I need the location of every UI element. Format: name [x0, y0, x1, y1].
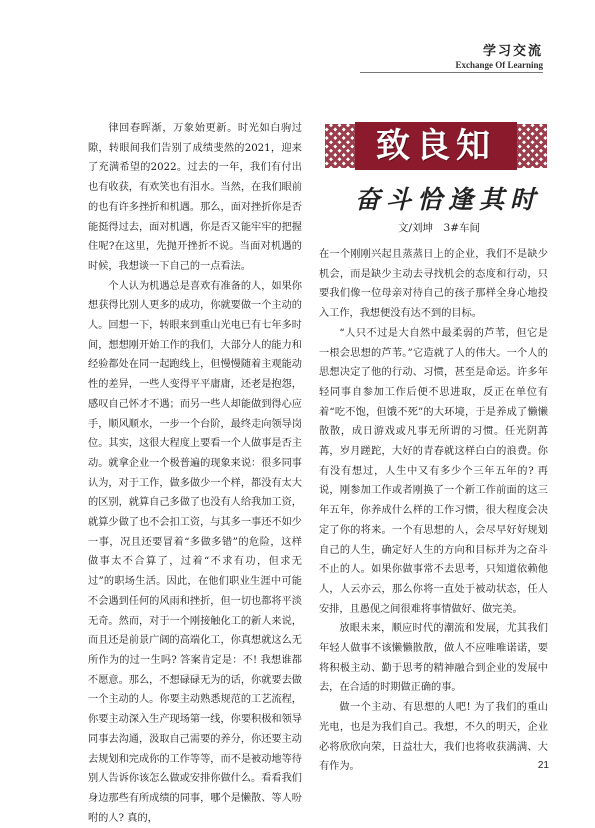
paragraph: “人只不过是大自然中最柔弱的芦苇，但它是一根会思想的芦苇。”它造就了人的伟大。一个人的思想决定了他的行动、习惯，甚至是命运。许多年轻同事自参加工作后便不思进取，反正在单位有着“吃不饱，但饿不死”的大环境，于是养成了懒懒散散，成日游戏或凡事无所谓的习惯。任光阴苒苒，岁月蹉跎，大好的青春就这样白白的浪费。你有没有想过，人生中又有多少个三年五年的? 再说，刚参加工作或者刚换了一个新工作前面的这三年五年，你养成什么样的工作习惯，很大程度会决定了你的将来。一个有思想的人，会尽早好好规划自己的人生，确定好人生的方向和目标并为之奋斗不止的人。如果你做事常不去思考，只知道依赖他人，人云亦云，那么你将一直处于被动状态，任人安排，且愚伣之间很难将事情做好、做完美。 [319, 327, 548, 615]
paragraph: 个人认为机遇总是喜欢有准备的人，如果你想获得比别人更多的成功，你就要做一个主动的人。回想一下，转眼来到重山光电已有七年多时间，想想刚开始工作的我们，大部分人的能力和经验都处在同一起跑线上，但慢慢随着主观能动性的差异，一些人变得平平庸庸，还老是抱怨，感叹自己怀才不遇；而另一些人却能做到得心应手，顺风顺水，一步一个台阶，最终走向领导岗位。其实，这很大程度上要看一个人做事是否主动。就拿企业一个极普遍的现象来说：很多同事认为，对于工作，做多做少一个样，都没有太大的区别，就算自己多做了也没有人给我加工资，就算少做了也不会扣工资，与其多一事还不如少一事，况且还要冒着“多做多错”的危险，这样做事太不合算了，过着“不求有功，但求无过”的职场生活。因此，在他们职业生涯中可能不会遇到任何的风雨和挫折，但一切也都将平淡无奇。然而，对于一个刚接触化工的新人来说，而且还是前景广阔的高端化工，你真想就这么无所作为的过一生吗? 答案肯定是：不! 我想谁都不愿意。那么，不想碌碌无为的话，你就要去做一个主动的人。你要主动熟悉规范的工艺流程，你要主动深入生产现场第一线，你要积极和领导同事去沟通，汲取自己需要的养分，你还要主动去规划和完成你的工作等等，而不是被动地等待别人告诉你该怎么做或安排你做什么。看看我们身边那些有所成绩的同事，哪个是懒散、等人吩咐的人? 真的， [88, 280, 302, 824]
paragraph: 律回春晖渐，万象始更新。时光如白驹过隙，转眼间我们告别了成绩斐然的2021，迎来了充满希望的2022。过去的一年，我们有付出也有收获，有欢笑也有泪水。当然，在我们眼前的也有许多挫折和机遇。那么，面对挫折你是否能挺得过去，面对机遇，你是否又能牢牢的把握住呢?在这里，先抛开挫折不说。当面对机遇的时候，我想谈一下自己的一点看法。 [88, 123, 302, 272]
header-rule [360, 72, 543, 73]
article-column-left [88, 119, 302, 828]
article-title-block [325, 122, 547, 170]
section-title: 学习交流 [482, 44, 543, 59]
paragraph-continued: 在一个刚刚兴起且蒸蒸日上的企业，我们不是缺少机会，而是缺少主动去寻找机会的态度和行动，只要我们像一位母亲对待自己的孩子那样全身心地投入工作，我想便没有达不到的目标。 [319, 249, 548, 320]
article-column-right [319, 245, 548, 777]
article-title: 致良知 [355, 122, 517, 170]
article-subtitle: 奋斗恰逢其时 [355, 185, 542, 214]
paragraph: 放眼未来，顺应时代的潮流和发展，尤其我们年轻人做事不该懒懒散散，做人不应唯唯诺诺，要将积极主动、勤于思考的精神融合到企业的发展中去，在合适的时期做正确的事。 [319, 623, 548, 694]
article-byline: 文/刘坤 3#车间 [398, 222, 481, 234]
paragraph: 做一个主动、有思想的人吧! 为了我们的重山光电，也是为我们自己。我想，不久的明天，企业必将欣欣向荣，日益壮大，我们也将收获满满、大有作为。 [319, 702, 548, 773]
section-subtitle-en: Exchange Of Learning [455, 60, 543, 70]
page-number: 21 [537, 760, 549, 771]
